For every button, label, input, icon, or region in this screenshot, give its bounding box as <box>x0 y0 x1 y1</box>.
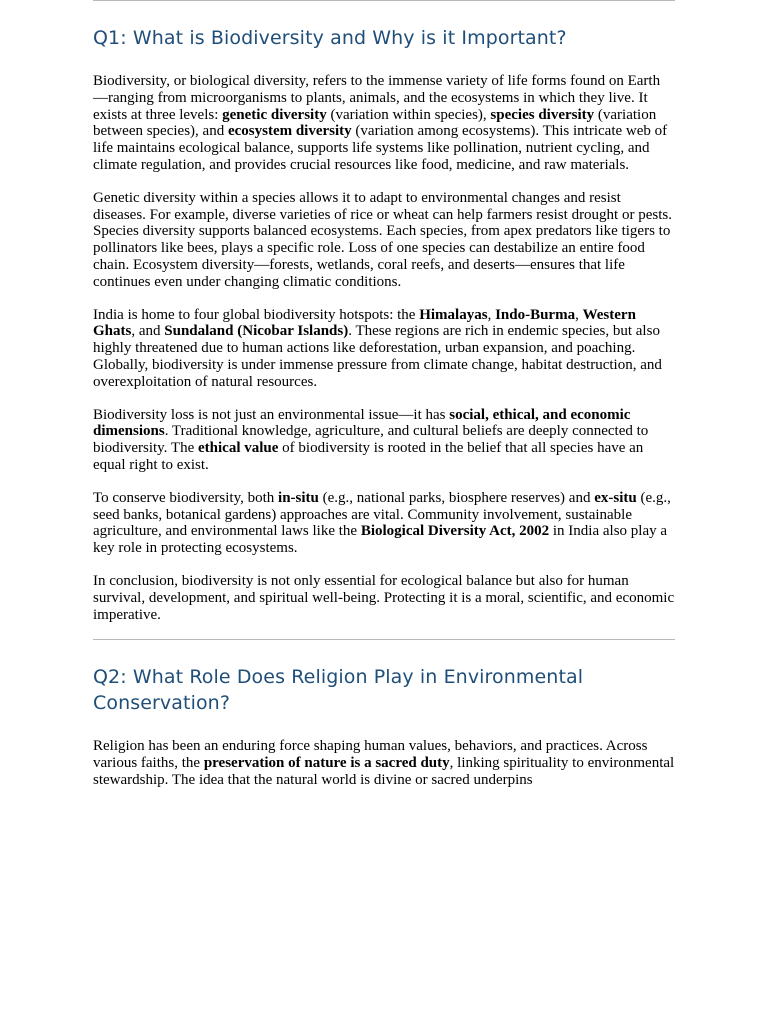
question-2-body <box>93 738 675 788</box>
text-run: (e.g., national parks, biosphere reserves) and <box>318 489 595 506</box>
text-run: , linking spirituality to environmental stewardship. The idea that the natural world is divine or sacred underpins <box>93 755 675 788</box>
paragraph <box>93 307 675 391</box>
bold-text: social, ethical, and economic dimensions <box>93 406 631 440</box>
text-run: . Traditional knowledge, agriculture, and cultural beliefs are deeply connected to biodiversity. The <box>93 423 649 457</box>
text-run: Religion has been an enduring force shaping human values, behaviors, and practices. Across various faiths, the <box>93 738 648 772</box>
bold-text: Biological Diversity Act, 2002 <box>360 523 550 540</box>
text-run: Biodiversity, or biological diversity, refers to the immense variety of life forms found on Earth—ranging from microorganisms to plants, animals, and the ecosystems in which they live. It exists at three levels: <box>93 73 661 123</box>
text-run: . These regions are rich in endemic species, but also highly threatened due to human actions like deforestation, urban expansion, and poaching. Globally, biodiversity is under immense pressure from climate change, habitat destruction, and overexploitation of natural resources. <box>93 323 662 390</box>
text-run: In conclusion, biodiversity is not only essential for ecological balance but also for human survival, development, and spiritual well-being. Protecting it is a moral, scientific, and economic imperative. <box>93 572 675 623</box>
paragraph <box>93 573 675 623</box>
bold-text: Western Ghats <box>93 306 636 340</box>
paragraph <box>93 190 675 291</box>
bold-text: ecosystem diversity <box>227 123 352 140</box>
paragraph <box>93 490 675 557</box>
bold-text: Himalayas <box>419 306 488 323</box>
document-page <box>93 0 675 805</box>
bold-text: species diversity <box>490 106 595 123</box>
text-run: To conserve biodiversity, both <box>93 489 279 506</box>
text-run: , and <box>131 323 165 340</box>
question-1-heading: Q1: What is Biodiversity and Why is it Important? <box>93 27 567 49</box>
bold-text: genetic diversity <box>222 106 327 123</box>
section-divider <box>93 639 675 640</box>
text-run: Biodiversity loss is not just an environmental issue—it has <box>93 406 450 423</box>
paragraph <box>93 738 675 788</box>
paragraph <box>93 407 675 474</box>
question-2-heading: Q2: What Role Does Religion Play in Environmental Conservation? <box>93 666 584 715</box>
text-run: India is home to four global biodiversity hotspots: the <box>93 306 420 323</box>
bold-text: Sundaland (Nicobar Islands) <box>164 323 349 340</box>
text-run: (variation among ecosystems). This intricate web of life maintains ecological balance, supports life systems like pollination, nutrient cycling, and climate regulation, and provides crucial resources like food, medicine, and raw materials. <box>93 123 668 173</box>
text-run: , <box>487 306 496 323</box>
text-run: Genetic diversity within a species allows it to adapt to environmental changes and resist diseases. For example, diverse varieties of rice or wheat can help farmers resist drought or pests. Species diversity supports balanced ecosystems. Each species, from apex predators like tigers to pollinators like bees, plays a specific role. Loss of one species can destabilize an entire food chain. Ecosystem diversity—forests, wetlands, coral reefs, and deserts—ensures that life continues even under changing climatic conditions. <box>93 189 672 290</box>
section-divider <box>93 0 675 1</box>
text-run: (variation between species), and <box>93 106 657 140</box>
bold-text: in-situ <box>278 489 319 506</box>
paragraph <box>93 73 675 174</box>
text-run: of biodiversity is rooted in the belief that all species have an equal right to exist. <box>93 440 644 473</box>
text-run: , <box>575 306 583 323</box>
bold-text: ex-situ <box>594 489 637 506</box>
text-run: (e.g., seed banks, botanical gardens) approaches are vital. Community involvement, sustainable agriculture, and environmental laws like the <box>93 489 671 540</box>
question-1-body <box>93 73 675 623</box>
text-run: in India also play a key role in protecting ecosystems. <box>93 523 668 557</box>
bold-text: Indo-Burma <box>495 306 576 323</box>
bold-text: preservation of nature is a sacred duty <box>203 755 450 772</box>
bold-text: ethical value <box>198 440 279 457</box>
text-run: (variation within species), <box>326 106 491 123</box>
